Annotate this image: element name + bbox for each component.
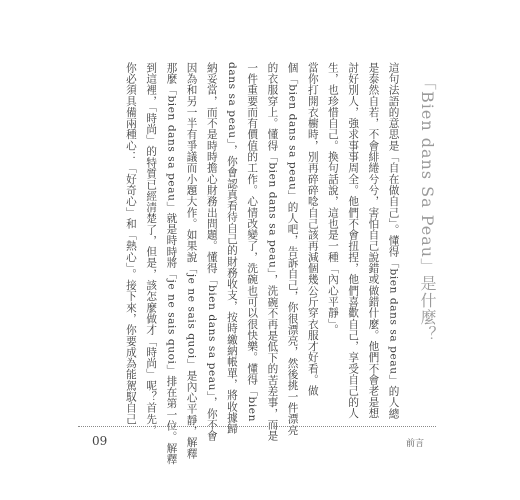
text-line: 的衣服穿上。懂得「bien dans sa peau」，洗碗不再是低下的苦差事，而是 (266, 62, 279, 442)
text-line: 到這裡，「時尚」的特質已經清楚了，但是，該怎麼做才「時尚」呢？首先， (145, 62, 158, 436)
text-line: 是泰然自若，不會緋綣兮兮，害怕自己說錯或做錯什麼。他們不會老是想 (367, 62, 380, 419)
text-line: 納妥當，而不是時時擔心財務出問題。懂得「bien dans sa peau」，你不會 (205, 62, 218, 442)
text-line: 那麼「bien dans sa peau」就是時時將「je ne sais quoi」排在第一位。解釋 (165, 62, 178, 465)
page-number: 09 (92, 434, 108, 448)
text-line: 因為和另一半有爭議而小題大作。如果說「je ne sais quoi」是內心平靜，解釋 (185, 62, 198, 460)
chapter-title: 「Bien dans Sa Peau」是什麼？ (418, 74, 437, 344)
text-line: 一件重要而有價值的工作。心情改變了，洗碗也可以很快樂。懂得「bien (246, 62, 259, 422)
text-line: 討好別人，強求事事周全。他們不會扭捏，他們喜歡自己，享受自己的人 (347, 62, 360, 419)
text-line: dans sa peau」，你會認真看待自己的財務收支，按時繳納帳單，將收據歸 (225, 62, 238, 435)
text-line: 你必須具備兩種心：「好奇心」和「熱心」。接下來，你要成為能駕馭自己 (124, 62, 137, 425)
text-line: 這句法語的意思是「自在做自己」。懂得「bien dans sa peau」的人總 (387, 62, 400, 420)
text-line: 生，也珍惜自己。換句話說，這也是一種「內心平靜」。 (326, 62, 339, 336)
footer-label: 前言 (406, 439, 425, 449)
footer-rule (78, 426, 436, 427)
text-line: 個「bien dans sa peau」的人吧，告訴自己，你很漂亮，然後挑一件漂亮 (286, 62, 299, 436)
text-line: 當你打開衣櫥時，別再碎碎唸自己該再減個幾公斤穿衣服才好看。做 (306, 62, 319, 397)
